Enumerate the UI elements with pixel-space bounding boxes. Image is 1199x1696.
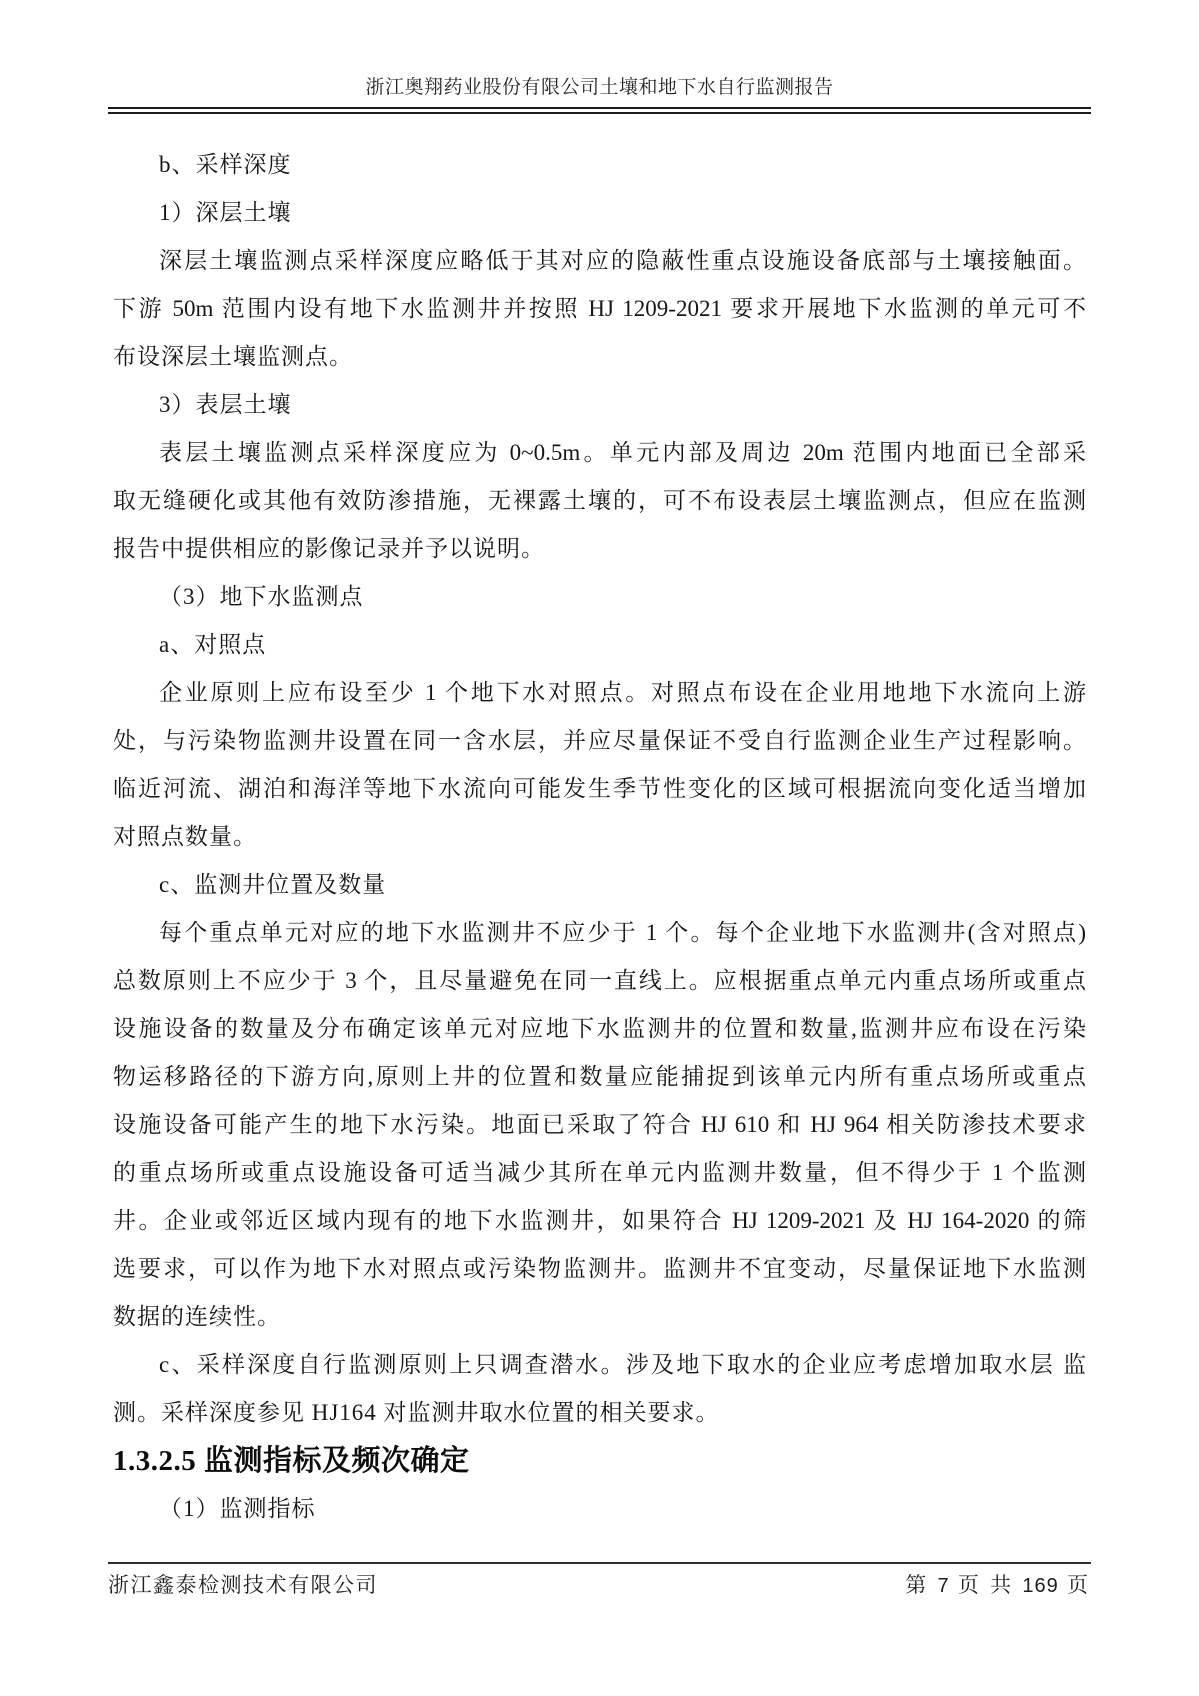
footer-pagination (905, 1567, 1091, 1604)
page-header-title: 浙江奥翔药业股份有限公司土壤和地下水自行监测报告 (365, 77, 834, 98)
paragraph-line: 企业原则上应布设至少 1 个地下水对照点。对照点布设在企业用地地下水流向上游 (159, 680, 1086, 705)
paragraph-line: 报告中提供相应的影像记录并予以说明。 (113, 536, 545, 561)
heading-surface-soil: 3）表层土壤 (159, 392, 292, 417)
pagination-total-word: 共 (990, 1573, 1015, 1597)
paragraph-line: 对照点数量。 (113, 824, 257, 849)
paragraph-line: 临近河流、湖泊和海洋等地下水流向可能发生季节性变化的区域可根据流向变化适当增加 (113, 776, 1086, 801)
paragraph-line: 深层土壤监测点采样深度应略低于其对应的隐蔽性重点设施设备底部与土壤接触面。 (159, 248, 1086, 273)
paragraph-line: 表层土壤监测点采样深度应为 0~0.5m。单元内部及周边 20m 范围内地面已全部采 (159, 440, 1086, 465)
pagination-page-word: 页 (957, 1573, 982, 1597)
heading-deep-soil: 1）深层土壤 (159, 200, 292, 225)
document-body (113, 141, 1086, 1533)
page-header (108, 0, 1091, 114)
paragraph-line: 每个重点单元对应的地下水监测井不应少于 1 个。每个企业地下水监测井(含对照点) (159, 920, 1086, 945)
paragraph-line: 取无缝硬化或其他有效防渗措施，无裸露土壤的，可不布设表层土壤监测点，但应在监测 (113, 488, 1086, 513)
paragraph-line: 物运移路径的下游方向,原则上井的位置和数量应能捕捉到该单元内所有重点场所或重点 (113, 1064, 1086, 1089)
paragraph-line: 的重点场所或重点设施设备可适当减少其所在单元内监测井数量，但不得少于 1 个监测 (113, 1160, 1086, 1185)
heading-well-location-count: c、监测井位置及数量 (159, 872, 387, 897)
paragraph-line: c、采样深度自行监测原则上只调查潜水。涉及地下取水的企业应考虑增加取水层 监 (159, 1352, 1086, 1377)
heading-monitoring-indicators: （1）监测指标 (159, 1496, 316, 1521)
current-page-number: 7 (937, 1575, 950, 1597)
paragraph-line: 设施设备可能产生的地下水污染。地面已采取了符合 HJ 610 和 HJ 964 相关防渗技术要求 (113, 1112, 1086, 1137)
paragraph-line: 测。采样深度参见 HJ164 对监测井取水位置的相关要求。 (113, 1400, 720, 1425)
paragraph-line: 总数原则上不应少于 3 个，且尽量避免在同一直线上。应根据重点单元内重点场所或重点 (113, 968, 1086, 993)
footer-company-name: 浙江鑫泰检测技术有限公司 (108, 1573, 378, 1597)
paragraph-line: 布设深层土壤监测点。 (113, 344, 353, 369)
heading-control-point: a、对照点 (159, 632, 267, 657)
total-page-number: 169 (1022, 1575, 1059, 1597)
pagination-prefix: 第 (905, 1573, 930, 1597)
paragraph-line: 数据的连续性。 (113, 1304, 281, 1329)
page-footer (108, 1562, 1091, 1604)
paragraph-line: 下游 50m 范围内设有地下水监测井并按照 HJ 1209-2021 要求开展地下水监测的单元可不 (113, 296, 1086, 321)
pagination-suffix: 页 (1067, 1573, 1091, 1597)
paragraph-line: 处，与污染物监测井设置在同一含水层，并应尽量保证不受自行监测企业生产过程影响。 (113, 728, 1086, 753)
paragraph-line: 设施设备的数量及分布确定该单元对应地下水监测井的位置和数量,监测井应布设在污染 (113, 1016, 1086, 1041)
heading-groundwater-points: （3）地下水监测点 (159, 584, 364, 609)
paragraph-line: 选要求，可以作为地下水对照点或污染物监测井。监测井不宜变动，尽量保证地下水监测 (113, 1256, 1086, 1281)
heading-sampling-depth: b、采样深度 (159, 152, 292, 177)
section-heading-1-3-2-5: 1.3.2.5 监测指标及频次确定 (113, 1445, 470, 1477)
paragraph-line: 井。企业或邻近区域内现有的地下水监测井，如果符合 HJ 1209-2021 及 HJ 164-2020 的筛 (113, 1208, 1086, 1233)
